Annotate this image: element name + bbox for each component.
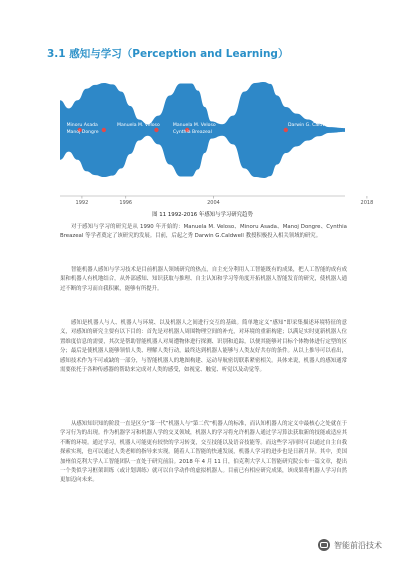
author-marker: [284, 128, 288, 132]
section-heading: 3.1 感知与学习（Perception and Learning）: [47, 48, 289, 60]
author-label: Manuela M. Veloso: [172, 123, 216, 128]
author-label: Minoru Asada: [66, 123, 98, 128]
figure-caption: 图 11 1992-2016 年感知与学习研究趋势: [152, 212, 253, 218]
author-marker: [154, 128, 158, 132]
trend-chart: [60, 80, 374, 206]
paragraph-2: 智能机器人感知与学习技术是目前机器人领域研究的热点，自主充分利用人工智能既有的成果，把人工智能的成有成果和机器人有机地结合，从外部感知、知识获取与推理、自主认知和学习等角度开拓机器人智能发育的研究，使机器人通过不断的学习而自我积累，能够有所提升。: [60, 267, 347, 292]
author-label: Manoj Dongre: [66, 130, 99, 135]
author-label: Manuela M. Veloso: [117, 123, 160, 128]
x-tick-label: 2004: [207, 200, 220, 206]
paragraph-1: 对于感知与学习的研究是从 1990 年开始的：Manuela M. Veloso、Minoru Asada、Manoj Dongre、Cynthia Breazeal 等学者奠定了该研究的发展。目前，后起之秀 Darwin G.Caldwell 教授积极投入相关领域的研究。: [60, 224, 347, 240]
wechat-icon: [318, 539, 330, 551]
watermark: [318, 539, 382, 551]
paragraph-4: 从感知知识知的阶段一直是区分“第一代”机器人与“第二代”机器人的标准，而认知机器人的定义中最核心之处就在于学习行为的出现。作为机器学习和机器人学的交叉领域，机器人的学习将允许机器人通过学习算法获取新的技能或适应其不断的环境。通过学习，机器人可能更有较快的学习转变，交互技能以及语音技能等。而这些学习同时可以通过自主自我探索实现，也可以通过人类老师的指导来实现。随着人工智能的快速发展，机器人学习的进步也是日新月异。其中，美国加州伯克利大学人工智能团队一直处于研究前沿。2018 年 4 月 11 日，伯克利大学人工智能研究院公布一篇文章，提出一个类似学习框架训练（或计划训练）就可以自学动作的虚拟机器人。目前已有相应研究成果，该成果将机器人学习自然更加迈向未来。: [60, 421, 347, 484]
x-tick-label: 1992: [75, 200, 89, 206]
watermark-text: 智能前沿技术: [334, 540, 382, 550]
x-tick-label: 1996: [119, 200, 133, 206]
author-label: Cynthia Breazeal: [172, 130, 212, 135]
x-tick-label: 2018: [360, 200, 374, 206]
paragraph-3: 感知是机器人与人、机器人与环境、以及机器人之间进行交互的基础。简单地定义“感知”即采集描述环境特征的意义，对感知的研究主要有以下目的：首先是对机器人周围物理空间的补充，对环境的重新构建；以满足实时更新机器人位置维度信息的需要，其次是帮助智能机器人对周遭物体进行探测、识别和追踪，以便其能够对目标个体物体进行定型的区分；最后是使机器人能够领悟人类、理解人类行动，最终达到机器人能够与人类友好共存的条件。从以上推导可以看出，感知技术作为不可或缺的一部分，与智能机器人的地图构建、运动导航密切联系紧密相关。具体来说，机器人的感知通常需要依托于各种传感器的帮助来完成对人类的感受，如视觉、触觉、听觉以及动觉等。: [60, 320, 347, 374]
author-marker: [102, 128, 106, 132]
author-label: Darwin G. Caldwell: [288, 123, 332, 128]
